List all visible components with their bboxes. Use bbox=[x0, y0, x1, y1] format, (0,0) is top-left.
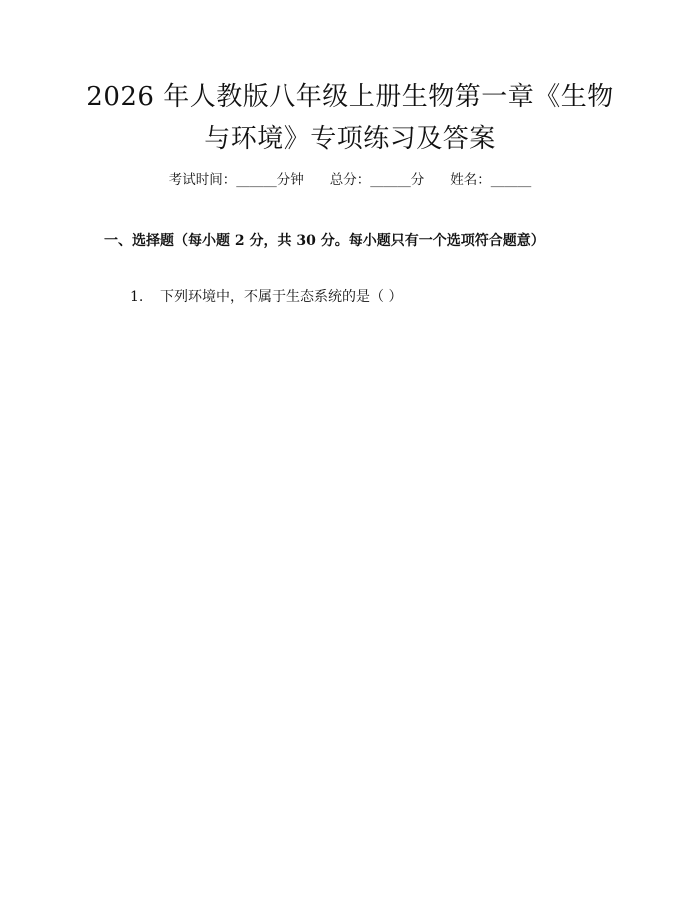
question-text: 下列环境中，不属于生态系统的是（ ） bbox=[160, 289, 403, 305]
title-line-1: 2026 年人教版八年级上册生物第一章《生物 bbox=[86, 82, 614, 112]
exam-meta-line bbox=[0, 168, 700, 188]
title-line-2: 与环境》专项练习及答案 bbox=[204, 124, 496, 154]
student-name-field: 姓名：______ bbox=[450, 172, 532, 188]
document-title bbox=[60, 76, 640, 160]
exam-time-field: 考试时间：______分钟 bbox=[168, 172, 304, 188]
question-number: 1. bbox=[130, 289, 144, 305]
total-score-field: 总分：______分 bbox=[329, 172, 425, 188]
question-1 bbox=[104, 286, 604, 308]
section-heading: 一、选择题（每小题 2 分，共 30 分。每小题只有一个选项符合题意） bbox=[104, 233, 545, 249]
